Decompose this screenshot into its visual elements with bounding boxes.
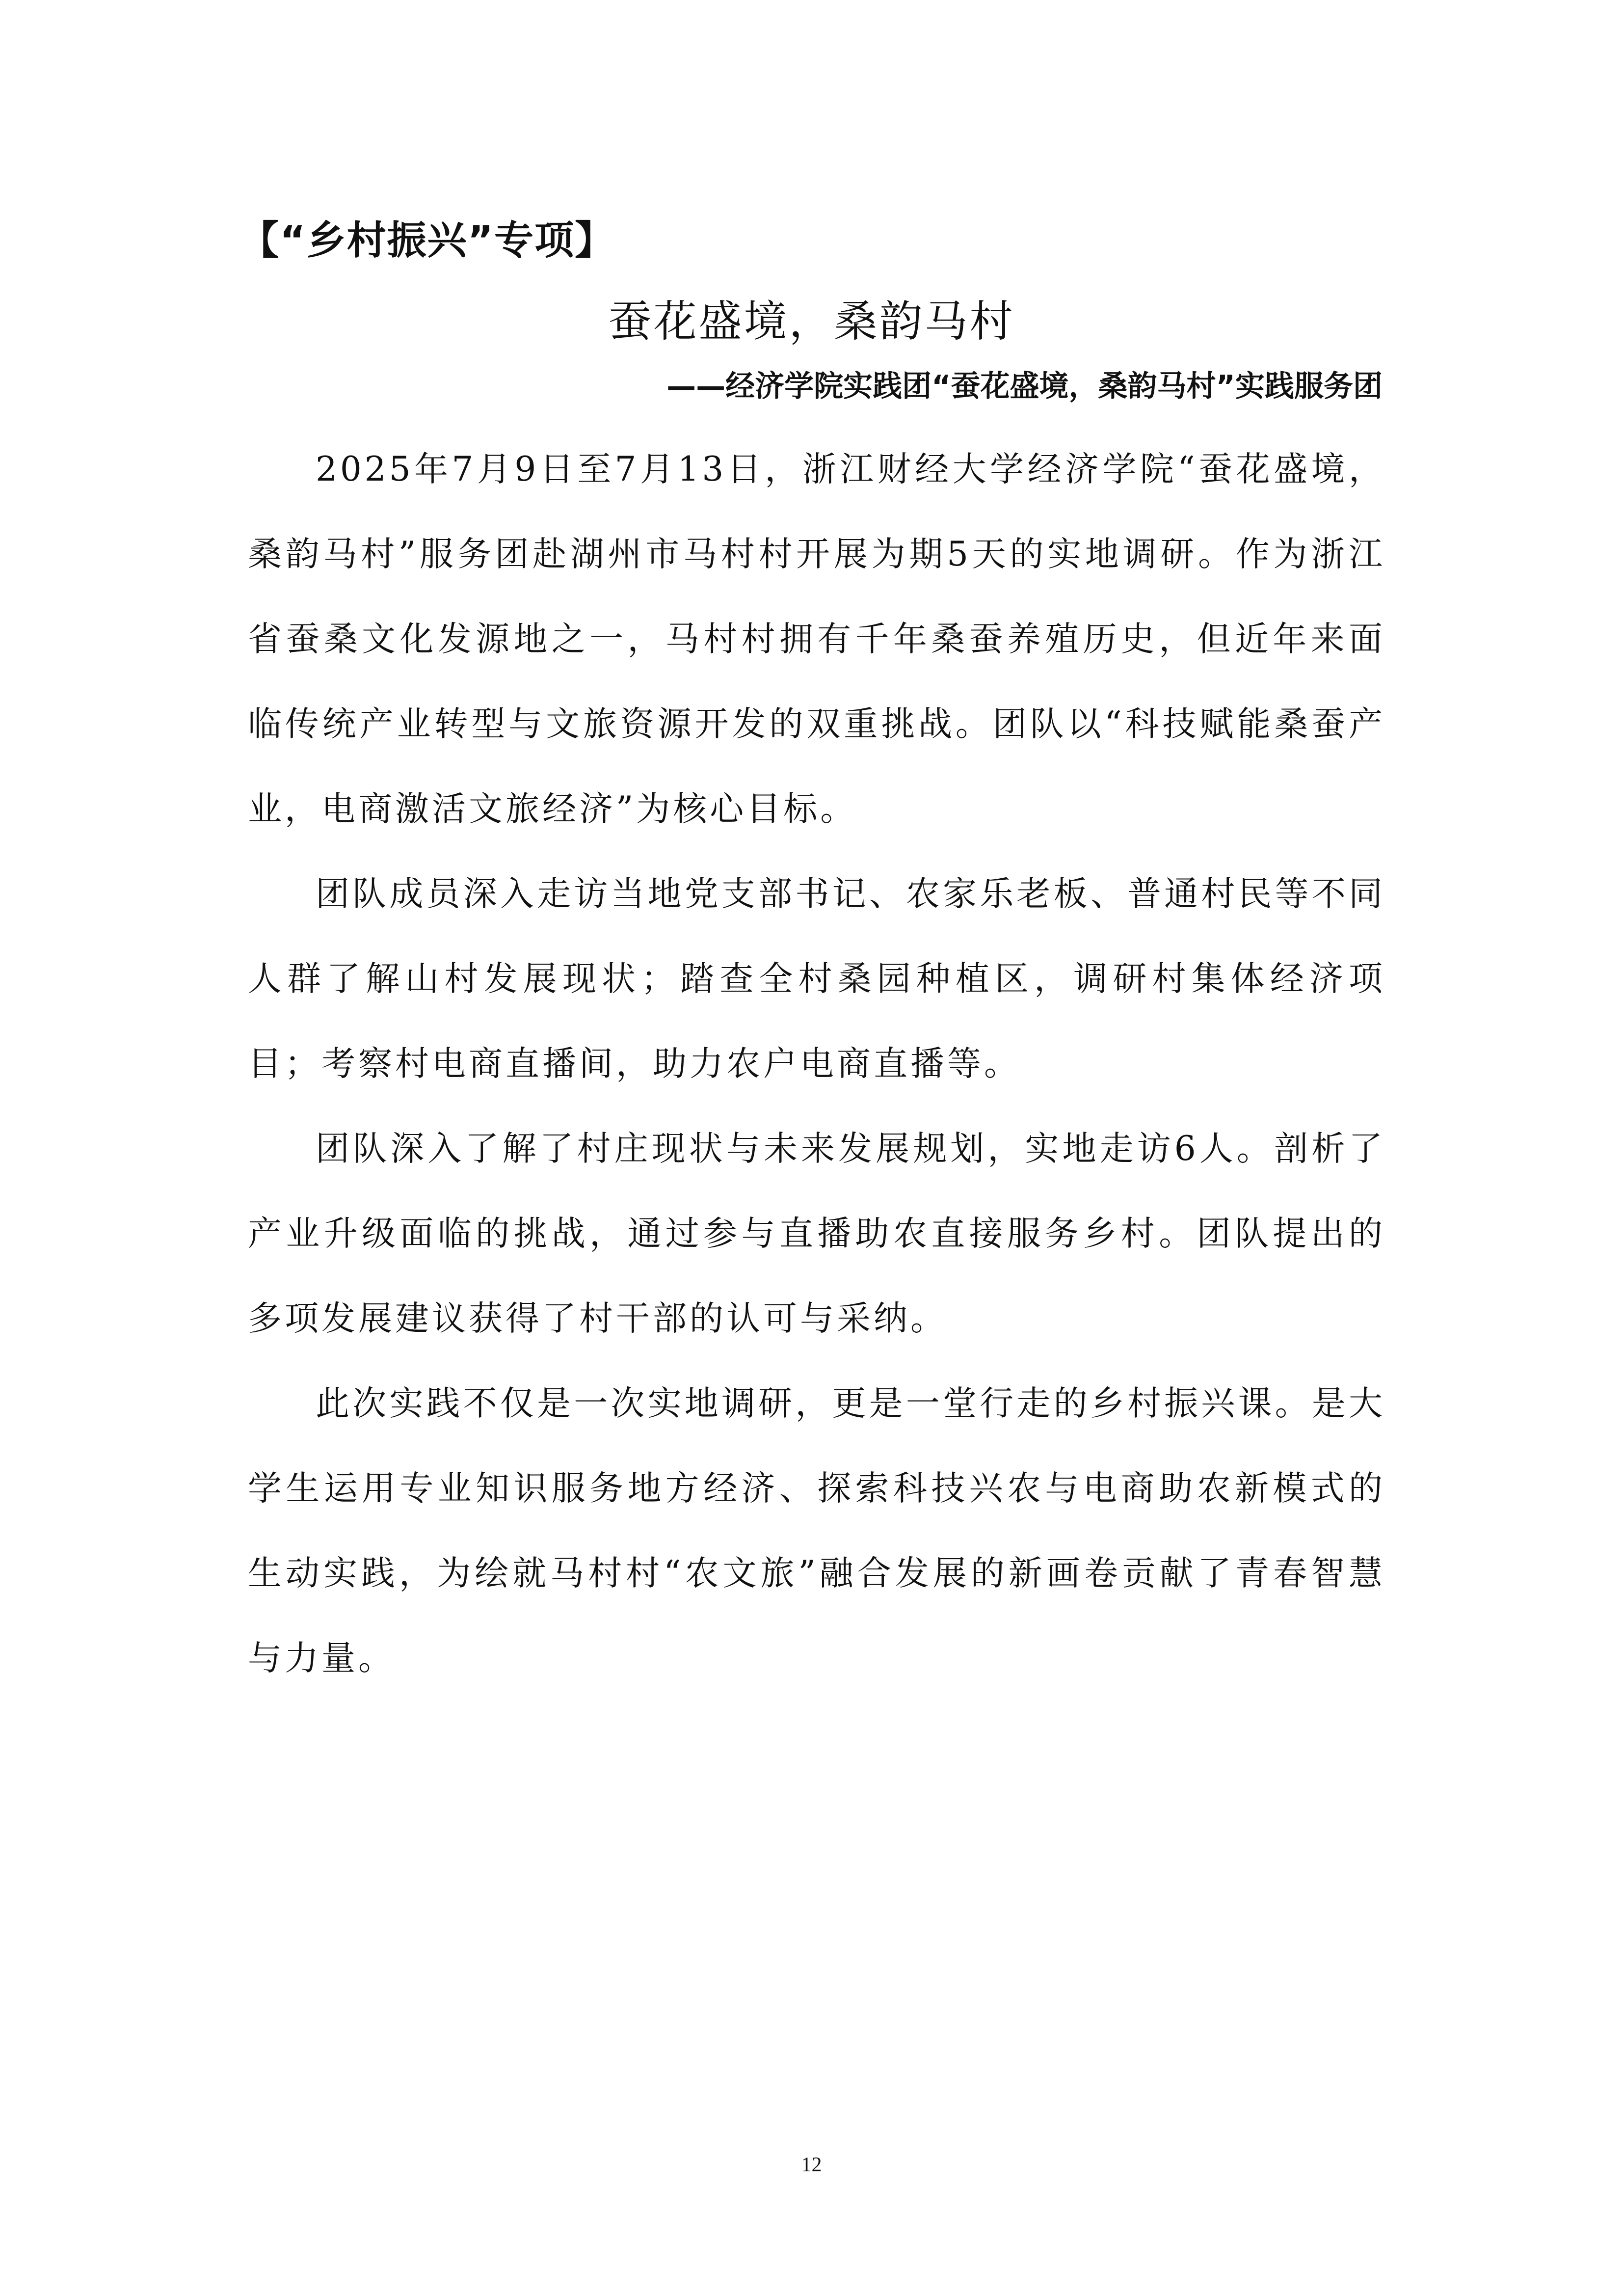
page-number: 12 <box>801 2154 822 2176</box>
paragraph-2: 团队成员深入走访当地党支部书记、农家乐老板、普通村民等不同人群了解山村发展现状；踏查全村桑园种植区，调研村集体经济项目；考察村电商直播间，助力农户电商直播等。 <box>248 874 1385 1083</box>
paragraph-4: 此次实践不仅是一次实地调研，更是一堂行走的乡村振兴课。是大学生运用专业知识服务地方经济、探索科技兴农与电商助农新模式的生动实践，为绘就马村村“农文旅”融合发展的新画卷贡献了青春智慧与力量。 <box>248 1384 1385 1678</box>
paragraph-3: 团队深入了解了村庄现状与未来发展规划，实地走访6人。剖析了产业升级面临的挑战，通过参与直播助农直接服务乡村。团队提出的多项发展建议获得了村干部的认可与采纳。 <box>248 1129 1385 1338</box>
article-title: 蚕花盛境，桑韵马村 <box>608 296 1015 347</box>
section-tag: 【“乡村振兴”专项】 <box>239 217 615 263</box>
article-body <box>248 427 1385 1701</box>
paragraph-1: 2025年7月9日至7月13日，浙江财经大学经济学院“蚕花盛境，桑韵马村”服务团赴湖州市马村村开展为期5天的实地调研。作为浙江省蚕桑文化发源地之一，马村村拥有千年桑蚕养殖历史，但近年来面临传统产业转型与文旅资源开发的双重挑战。团队以“科技赋能桑蚕产业，电商激活文旅经济”为核心目标。 <box>248 450 1385 829</box>
article-subtitle: ——经济学院实践团“蚕花盛境，桑韵马村”实践服务团 <box>666 369 1383 404</box>
